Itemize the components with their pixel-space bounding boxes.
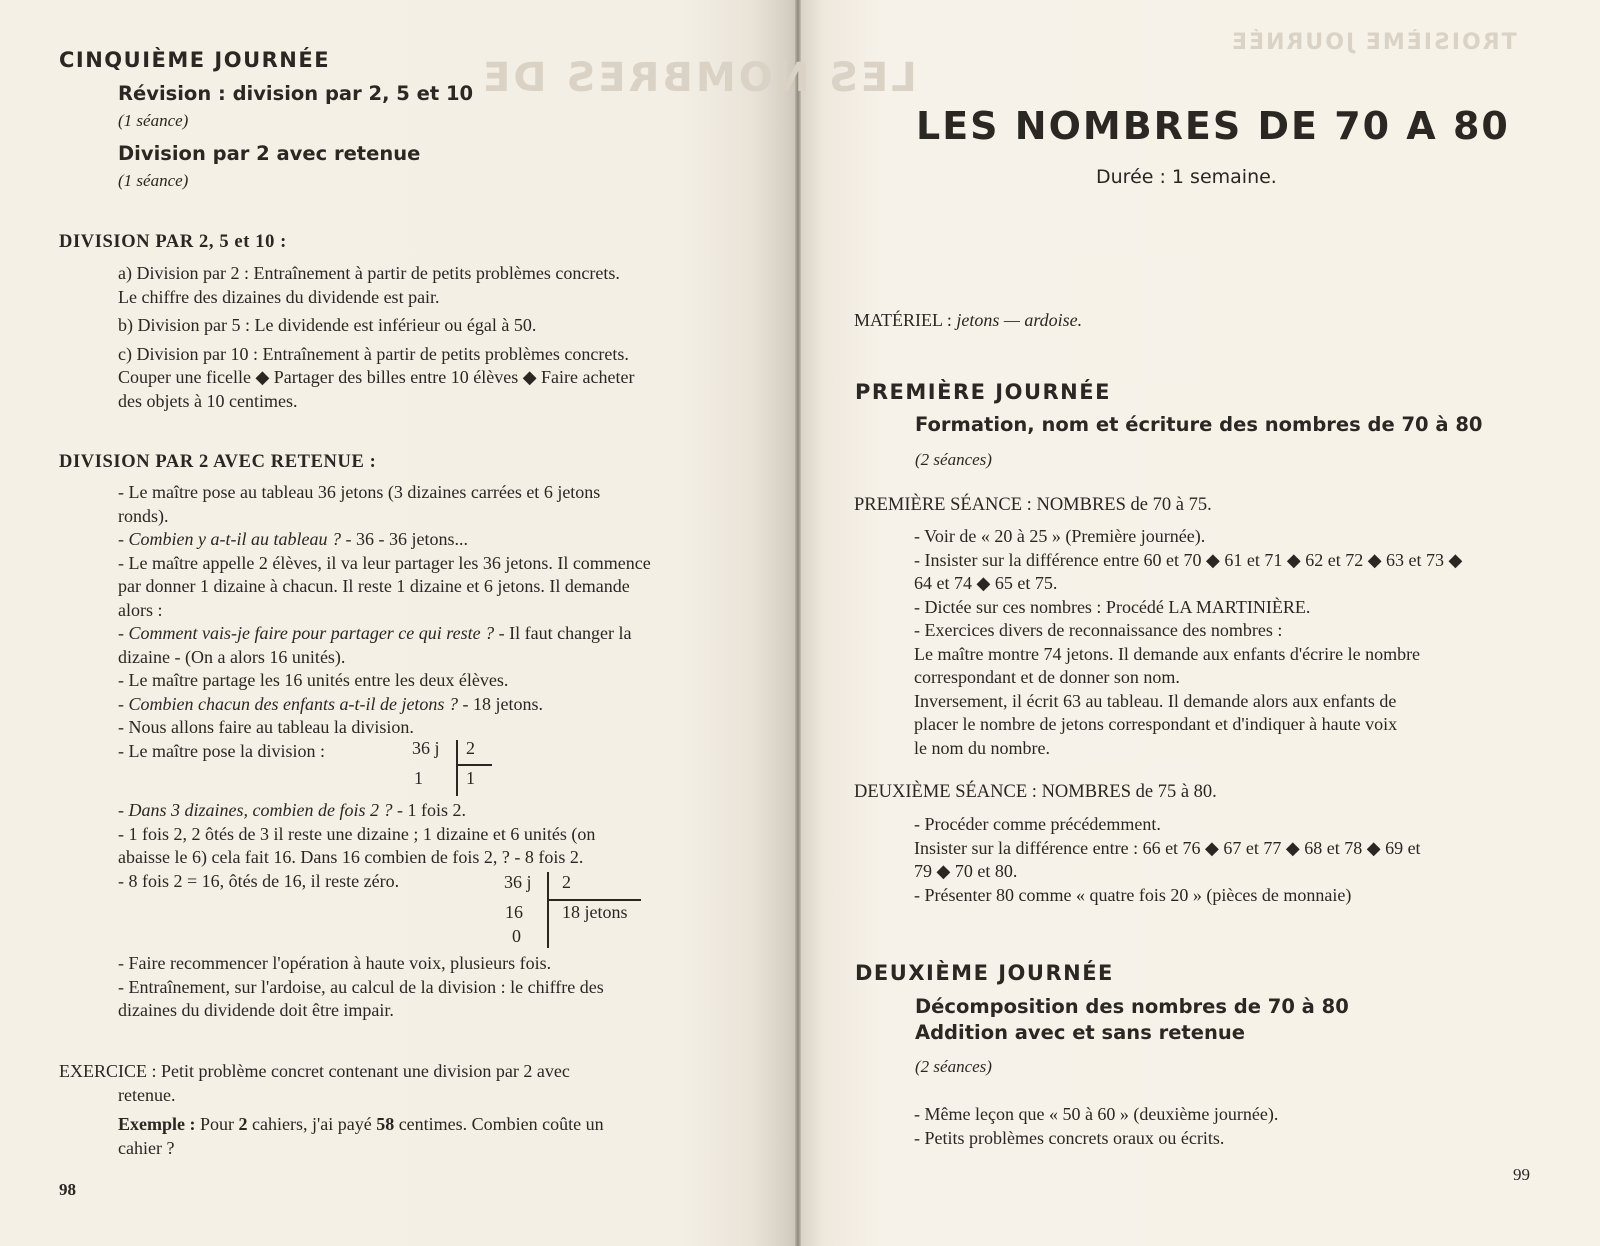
text-line: le nom du nombre.: [914, 737, 1050, 758]
text-line: Inversement, il écrit 63 au tableau. Il demande alors aux enfants de: [914, 690, 1397, 711]
page-number: 98: [59, 1180, 76, 1199]
text-line: des objets à 10 centimes.: [118, 390, 298, 411]
book-spine: [795, 0, 801, 1246]
section-heading: DIVISION PAR 2 AVEC RETENUE :: [59, 452, 377, 472]
exercise-line: EXERCICE : Petit problème concret contenant une division par 2 avec: [59, 1061, 570, 1081]
lesson-title: Division par 2 avec retenue: [118, 142, 421, 165]
text-line: correspondant et de donner son nom.: [914, 667, 1180, 687]
show-through-text: TROISIÈME JOURNÉE: [1230, 30, 1517, 55]
session-body: [914, 525, 1534, 760]
session-heading: PREMIÈRE SÉANCE : NOMBRES de 70 à 75.: [854, 495, 1212, 515]
section-body: [118, 952, 740, 1023]
text-line: - Dans 3 dizaines, combien de fois 2 ? - 1 fois 2.: [118, 800, 466, 820]
section-body: [118, 481, 740, 763]
text-line: - Le maître partage les 16 unités entre les deux élèves.: [118, 670, 509, 690]
exercise-block: [59, 1060, 740, 1160]
exercise-line: retenue.: [118, 1084, 176, 1105]
text-line: 64 et 74 ◆ 65 et 75.: [914, 573, 1058, 593]
text-line: Couper une ficelle ◆ Partager des billes entre 10 élèves ◆ Faire acheter: [118, 367, 635, 387]
remainder: 1: [414, 768, 423, 788]
quotient: 1: [466, 768, 475, 788]
text-line: - Le maître appelle 2 élèves, il va leur partager les 36 jetons. Il commence: [118, 552, 651, 573]
text-line: abaisse le 6) cela fait 16. Dans 16 combien de fois 2, ? - 8 fois 2.: [118, 847, 584, 867]
text-line: - Voir de « 20 à 25 » (Première journée).: [914, 526, 1206, 546]
lesson-title: Révision : division par 2, 5 et 10: [118, 82, 474, 105]
text-line: - 8 fois 2 = 16, ôtés de 16, il reste zéro.: [118, 870, 400, 891]
text-line: Insister sur la différence entre : 66 et 76 ◆ 67 et 77 ◆ 68 et 78 ◆ 69 et: [914, 837, 1421, 858]
quotient: 18 jetons: [562, 902, 628, 922]
chapter-title: LES NOMBRES DE 70 A 80: [916, 104, 1510, 148]
text-line: - Dictée sur ces nombres : Procédé LA MARTINIÈRE.: [914, 596, 1311, 617]
day-title: PREMIÈRE JOURNÉE: [855, 380, 1111, 404]
session-body: [914, 1103, 1534, 1150]
duration: Durée : 1 semaine.: [1096, 166, 1277, 188]
text-line: - Présenter 80 comme « quatre fois 20 » (pièces de monnaie): [914, 884, 1352, 905]
division-bar: [547, 872, 549, 948]
dividend: 36 j: [504, 872, 532, 892]
text-line: placer le nombre de jetons correspondant et d'indiquer à haute voix: [914, 714, 1398, 734]
text-line: - Le maître pose la division :: [118, 740, 325, 761]
text-line: - Petits problèmes concrets oraux ou écrits.: [914, 1127, 1225, 1148]
text-line: dizaine - (On a alors 16 unités).: [118, 646, 346, 667]
lesson-title: Formation, nom et écriture des nombres de 70 à 80: [915, 413, 1483, 436]
text-line: alors :: [118, 599, 163, 620]
text-line: - Le maître pose au tableau 36 jetons (3 dizaines carrées et 6 jetons: [118, 482, 601, 502]
text-line: par donner 1 dizaine à chacun. Il reste 1 dizaine et 6 jetons. Il demande: [118, 576, 630, 596]
text-line: - Insister sur la différence entre 60 et 70 ◆ 61 et 71 ◆ 62 et 72 ◆ 63 et 73 ◆: [914, 549, 1463, 570]
section-body: [118, 799, 740, 893]
text-line: a) Division par 2 : Entraînement à partir de petits problèmes concrets.: [118, 263, 620, 283]
text-line: b) Division par 5 : Le dividende est inférieur ou égal à 50.: [118, 315, 537, 335]
division-bar: [458, 764, 492, 766]
lesson-sessions: (2 séances): [915, 1057, 992, 1076]
text-line: - Nous allons faire au tableau la division.: [118, 717, 414, 737]
day-title: CINQUIÈME JOURNÉE: [59, 48, 331, 72]
text-line: Le maître montre 74 jetons. Il demande aux enfants d'écrire le nombre: [914, 643, 1421, 664]
text-line: - Combien y a-t-il au tableau ? - 36 - 36 jetons...: [118, 529, 468, 549]
divisor: 2: [466, 738, 475, 758]
text-line: - Entraînement, sur l'ardoise, au calcul de la division : le chiffre des: [118, 976, 604, 997]
show-through-text: LES NOMBRES DE: [480, 55, 917, 101]
exercise-label: EXERCICE: [59, 1061, 147, 1081]
text-line: - 1 fois 2, 2 ôtés de 3 il reste une dizaine ; 1 dizaine et 6 unités (on: [118, 823, 596, 844]
material-label: MATÉRIEL :: [854, 310, 952, 330]
text-line: dizaines du dividende doit être impair.: [118, 1000, 394, 1020]
lesson-sessions: (1 séance): [118, 171, 189, 190]
divisor: 2: [562, 872, 571, 892]
text-line: - Exercices divers de reconnaissance des nombres :: [914, 620, 1283, 640]
example-line: cahier ?: [118, 1137, 175, 1158]
remainder: 0: [512, 926, 521, 946]
section-heading: DIVISION PAR 2, 5 et 10 :: [59, 232, 287, 252]
text-line: - Combien chacun des enfants a-t-il de jetons ? - 18 jetons.: [118, 693, 543, 714]
text-line: 79 ◆ 70 et 80.: [914, 861, 1018, 881]
text-line: ronds).: [118, 505, 169, 526]
text-line: - Comment vais-je faire pour partager ce qui reste ? - Il faut changer la: [118, 623, 632, 643]
partial-remainder: 16: [505, 902, 523, 922]
material-line: [854, 310, 1082, 331]
dividend: 36 j: [412, 738, 440, 758]
text-line: - Même leçon que « 50 à 60 » (deuxième journée).: [914, 1104, 1279, 1124]
section-body: [118, 262, 740, 413]
example-line: Exemple : Pour 2 cahiers, j'ai payé 58 centimes. Combien coûte un: [118, 1114, 604, 1134]
lesson-title: Addition avec et sans retenue: [915, 1021, 1245, 1044]
session-body: [914, 813, 1534, 907]
session-heading: DEUXIÈME SÉANCE : NOMBRES de 75 à 80.: [854, 782, 1217, 802]
text-line: - Procéder comme précédemment.: [914, 814, 1161, 834]
lesson-sessions: (1 séance): [118, 111, 189, 130]
day-title: DEUXIÈME JOURNÉE: [855, 961, 1114, 985]
text-line: c) Division par 10 : Entraînement à partir de petits problèmes concrets.: [118, 343, 629, 364]
text-line: - Faire recommencer l'opération à haute voix, plusieurs fois.: [118, 953, 552, 973]
lesson-title: Décomposition des nombres de 70 à 80: [915, 995, 1349, 1018]
lesson-sessions: (2 séances): [915, 450, 992, 469]
material-value: jetons — ardoise.: [956, 310, 1083, 330]
division-bar: [456, 740, 458, 796]
page-number: 99: [1513, 1165, 1530, 1184]
text-line: Le chiffre des dizaines du dividende est pair.: [118, 286, 440, 307]
division-bar: [549, 899, 641, 901]
